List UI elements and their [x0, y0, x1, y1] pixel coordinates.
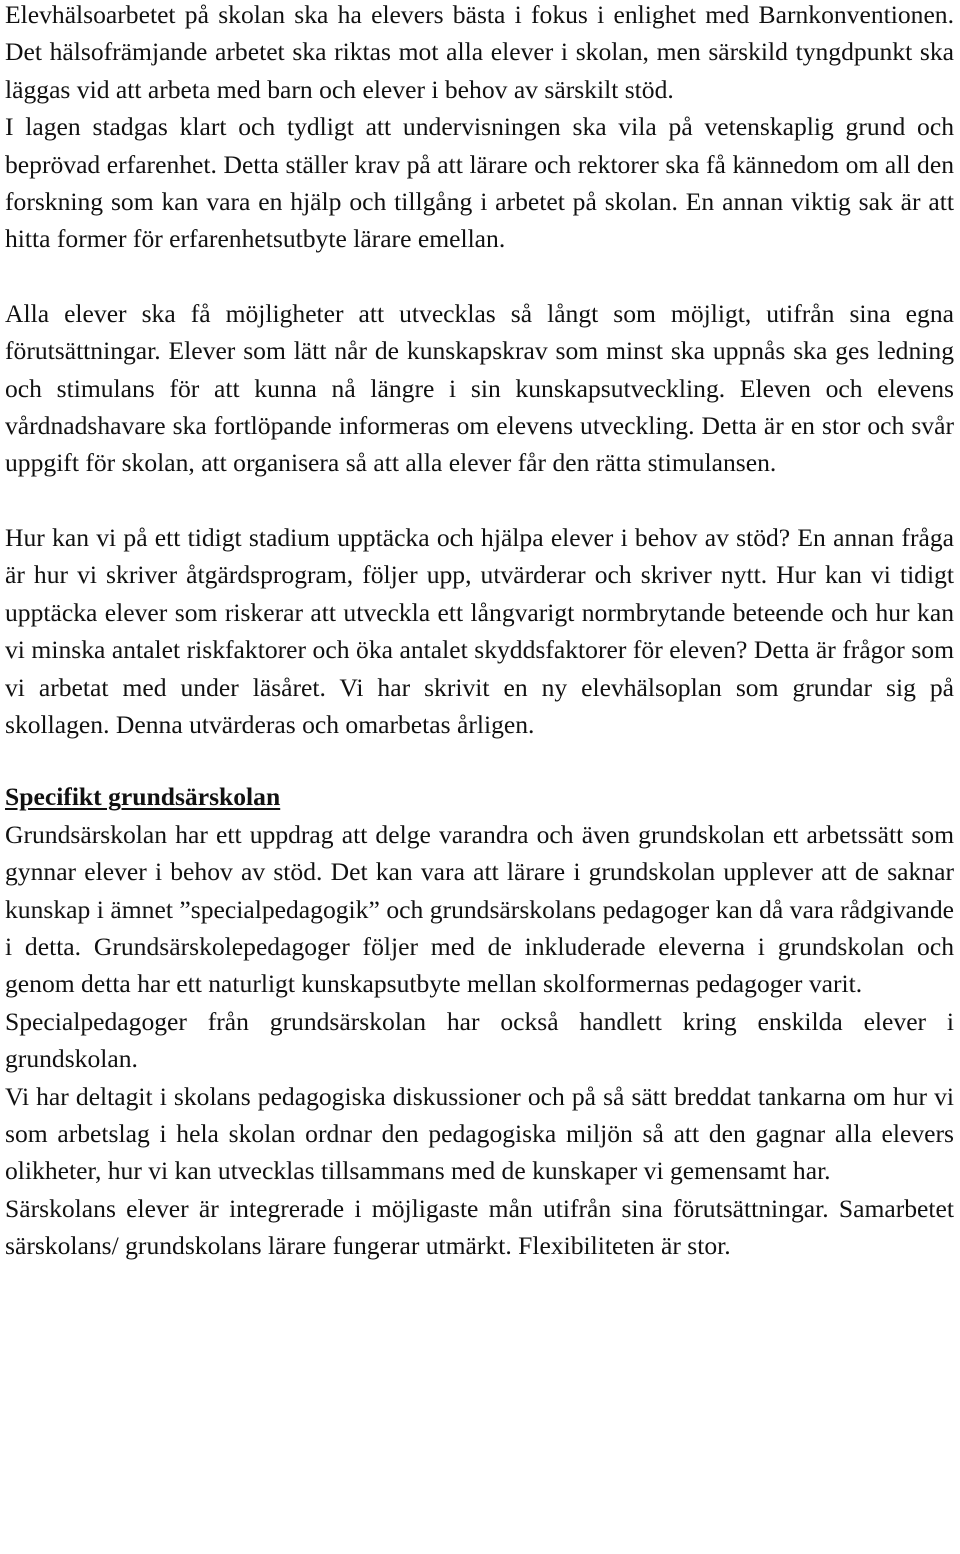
paragraph-vetenskaplig-grund: I lagen stadgas klart och tydligt att undervisningen ska vila på vetenskaplig grund och beprövad erfarenhet. Detta ställer krav på att lärare och rektorer ska få kännedom om all den forskning som kan vara en hjälp och tillgång i arbetet på skolan. En annan viktig sak är att hitta former för erfarenhetsutbyte lärare emellan.	[5, 112, 954, 254]
paragraph-tidigt-stadium: Hur kan vi på ett tidigt stadium upptäcka och hjälpa elever i behov av stöd? En annan fråga är hur vi skriver åtgärdsprogram, följer upp, utvärderar och skriver nytt. Hur kan vi tidigt upptäcka elever som riskerar att utveckla ett långvarigt normbrytande beteende och hur kan vi minska antalet riskfaktorer och öka antalet skyddsfaktorer för eleven? Detta är frågor som vi arbetat med under läsåret. Vi har skrivit en ny elevhälsoplan som grundar sig på skollagen. Denna utvärderas och omarbetas årligen.	[5, 522, 954, 739]
paragraph-grundsarskolan-uppdrag: Grundsärskolan har ett uppdrag att delge varandra och även grundskolan ett arbetssätt som gynnar elever i behov av stöd. Det kan vara att lärare i grundskolan upplever att de saknar kunskap i ämnet ”specialpedagogik” och grundsärskolans pedagoger kan då vara rådgivande i detta. Grundsärskolepedagoger följer med de inkluderade eleverna i grundskolan och genom detta har ett naturligt kunskapsutbyte mellan skolformernas pedagoger varit.	[5, 819, 954, 999]
paragraph-spacer	[5, 258, 954, 295]
section-heading: Specifikt grundsärskolan	[5, 782, 281, 812]
paragraph-spacer	[5, 482, 954, 519]
emphasis-alla: Alla	[5, 298, 50, 328]
paragraph-sarskolans-elever: Särskolans elever är integrerade i möjligaste mån utifrån sina förutsättningar. Samarbetet särskolans/ grundskolans lärare fungerar utmärkt. Flexibiliteten är stor.	[5, 1193, 954, 1261]
paragraph-spacer	[5, 743, 954, 778]
paragraph-alla-elever	[5, 295, 954, 482]
paragraph-elevhalsoarbete: Elevhälsoarbetet på skolan ska ha elevers bästa i fokus i enlighet med Barnkonventionen. Det hälsofrämjande arbetet ska riktas mot alla elever i skolan, men särskild tyngdpunkt ska läggas vid att arbeta med barn och elever i behov av särskilt stöd.	[5, 0, 954, 104]
paragraph-alla-elever-text: elever ska få möjligheter att utvecklas så långt som möjligt, utifrån sina egna förutsättningar. Elever som lätt når de kunskapskrav som minst ska uppnås ska ges ledning och stimulans för att kunna nå längre i sin kunskapsutveckling. Eleven och elevens vårdnadshavare ska fortlöpande informeras om elevens utveckling. Detta är en stor och svår uppgift för skolan, att organisera så att alla elever får den rätta stimulansen.	[5, 298, 954, 478]
paragraph-pedagogiska-diskussioner: Vi har deltagit i skolans pedagogiska diskussioner och på så sätt breddat tankarna om hur vi som arbetslag i hela skolan ordnar den pedagogiska miljön så att den gagnar alla elevers olikheter, hur vi kan utvecklas tillsammans med de kunskaper vi gemensamt har.	[5, 1081, 954, 1186]
paragraph-specialpedagoger: Specialpedagoger från grundsärskolan har också handlett kring enskilda elever i grundskolan.	[5, 1006, 954, 1074]
